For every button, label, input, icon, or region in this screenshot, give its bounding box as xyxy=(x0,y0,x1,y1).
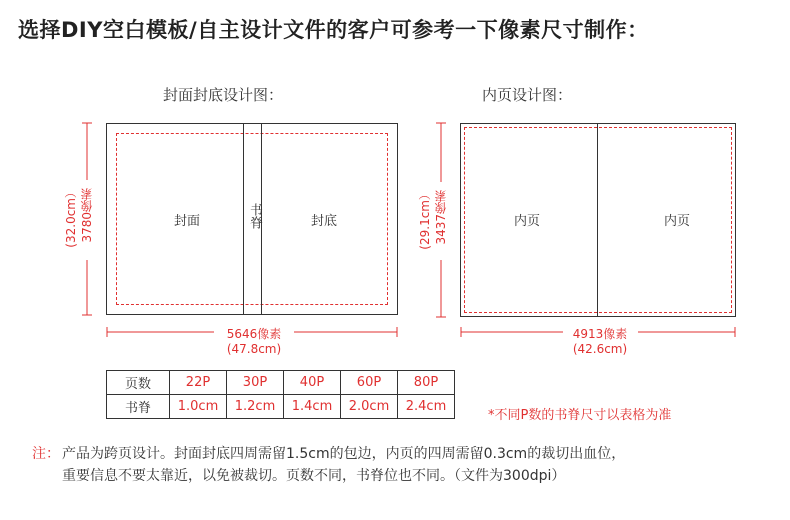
inner-height-px: 3437像素 xyxy=(434,190,448,245)
inner-diagram-heading: 内页设计图： xyxy=(482,86,573,104)
inner-bleed-dashed xyxy=(464,127,732,313)
spine-label: 书脊 xyxy=(247,203,262,229)
inner-width-cm: (42.6cm) xyxy=(572,342,628,356)
pages-cell: 22P xyxy=(170,371,227,395)
pages-cell: 60P xyxy=(341,371,398,395)
spine-cell: 1.4cm xyxy=(284,395,341,419)
table-row-spine xyxy=(107,395,455,419)
pages-header: 页数 xyxy=(107,371,170,395)
back-cover-label: 封底 xyxy=(311,214,338,229)
page-title: 选择DIY空白模板/自主设计文件的客户可参考一下像素尺寸制作： xyxy=(18,18,649,42)
inner-center-line xyxy=(597,123,598,317)
inner-width-px: 4913像素 xyxy=(572,327,628,341)
spine-table-note: *不同P数的书脊尺寸以表格为准 xyxy=(488,408,672,423)
spine-left-line xyxy=(243,123,244,315)
spine-cell: 1.0cm xyxy=(170,395,227,419)
pages-cell: 80P xyxy=(398,371,455,395)
cover-height-cm: (32.0cm） xyxy=(64,186,78,248)
pages-cell: 30P xyxy=(227,371,284,395)
front-cover-label: 封面 xyxy=(174,214,201,229)
inner-right-label: 内页 xyxy=(664,214,691,229)
footer-note-line1: 产品为跨页设计。封面封底四周需留1.5cm的包边，内页的四周需留0.3cm的裁切出血位， xyxy=(62,446,626,462)
spine-cell: 2.4cm xyxy=(398,395,455,419)
footer-note-line2: 重要信息不要太靠近，以免被裁切。页数不同，书脊位也不同。（文件为300dpi） xyxy=(62,468,566,484)
table-row-pages xyxy=(107,371,455,395)
inner-left-label: 内页 xyxy=(514,214,541,229)
inner-height-cm: (29.1cm） xyxy=(418,188,432,250)
cover-height-px: 3780像素 xyxy=(80,188,94,243)
footer-note-mark: 注： xyxy=(32,446,60,462)
spine-header: 书脊 xyxy=(107,395,170,419)
cover-width-px: 5646像素 xyxy=(226,327,282,341)
spine-spec-table xyxy=(106,370,455,419)
cover-width-cm: (47.8cm) xyxy=(226,342,282,356)
spine-cell: 2.0cm xyxy=(341,395,398,419)
cover-diagram-heading: 封面封底设计图： xyxy=(163,86,284,104)
pages-cell: 40P xyxy=(284,371,341,395)
spine-cell: 1.2cm xyxy=(227,395,284,419)
